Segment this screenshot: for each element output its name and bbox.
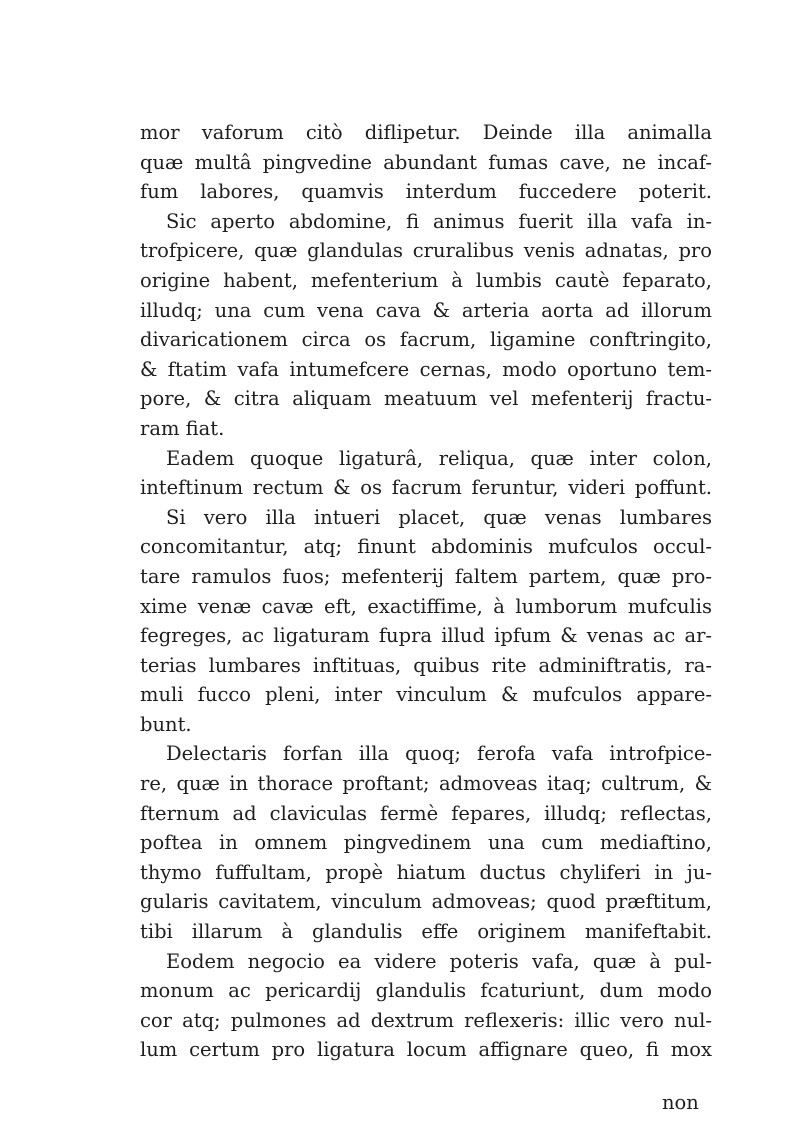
text-line: inteftinum rectum & os facrum feruntur, videri poffunt. bbox=[140, 476, 712, 500]
page-text bbox=[140, 118, 712, 1065]
text-line: cor atq; pulmones ad dextrum reflexeris: illic vero nul- bbox=[140, 1008, 712, 1032]
text-line: trofpicere, quæ glandulas cruralibus venis adnatas, pro bbox=[140, 239, 712, 263]
text-line: tare ramulos fuos; mefenterij faltem partem, quæ pro- bbox=[140, 564, 712, 588]
text-line: divaricationem circa os facrum, ligamine conftringito, bbox=[140, 328, 712, 352]
text-line: monum ac pericardij glandulis fcaturiunt, dum modo bbox=[140, 979, 712, 1003]
text-line: quæ multâ pingvedine abundant fumas cave, ne incaf- bbox=[140, 150, 712, 174]
text-line: pore, & citra aliquam meatuum vel mefenterij fractu- bbox=[140, 387, 712, 411]
text-line: Eadem quoque ligaturâ, reliqua, quæ inter colon, bbox=[166, 446, 712, 470]
text-line: mor vaforum citò diflipetur. Deinde illa animalla bbox=[140, 121, 712, 144]
text-line: lum certum pro ligatura locum affignare queo, fi mox bbox=[140, 1038, 712, 1062]
text-line: bunt. bbox=[140, 712, 192, 736]
text-line: thymo fuffultam, propè hiatum ductus chyliferi in ju- bbox=[140, 860, 712, 884]
text-line: & ftatim vafa intumefcere cernas, modo oportuno tem- bbox=[140, 357, 712, 381]
text-line: muli fucco pleni, inter vinculum & mufculos appare- bbox=[140, 683, 712, 707]
text-line: fternum ad claviculas fermè fepares, illudq; reflectas, bbox=[140, 801, 712, 825]
text-line: Eodem negocio ea videre poteris vafa, quæ à pul- bbox=[166, 949, 712, 973]
text-line: Si vero illa intueri placet, quæ venas lumbares bbox=[166, 505, 712, 529]
catchword: non bbox=[662, 1091, 699, 1114]
text-line: Sic aperto abdomine, fi animus fuerit illa vafa in- bbox=[166, 209, 712, 233]
text-line: ram fiat. bbox=[140, 416, 225, 440]
text-line: tibi illarum à glandulis effe originem manifeftabit. bbox=[140, 920, 712, 944]
text-line: gularis cavitatem, vinculum admoveas; quod præftitum, bbox=[140, 890, 712, 914]
text-line: Delectaris forfan illa quoq; ferofa vafa introfpice- bbox=[166, 742, 712, 766]
text-line: xime venæ cavæ eft, exactiffime, à lumborum mufculis bbox=[140, 594, 712, 618]
text-line: origine habent, mefenterium à lumbis cautè feparato, bbox=[140, 268, 712, 292]
text-line: poftea in omnem pingvedinem una cum mediaftino, bbox=[140, 831, 712, 855]
text-line: re, quæ in thorace proftant; admoveas itaq; cultrum, & bbox=[140, 772, 712, 796]
text-line: fegreges, ac ligaturam fupra illud ipfum & venas ac ar- bbox=[140, 624, 712, 648]
text-line: concomitantur, atq; finunt abdominis mufculos occul- bbox=[140, 535, 712, 559]
text-line: illudq; una cum vena cava & arteria aorta ad illorum bbox=[140, 298, 712, 322]
text-line: fum labores, quamvis interdum fuccedere poterit. bbox=[140, 180, 712, 204]
text-line: terias lumbares inftituas, quibus rite adminiftratis, ra- bbox=[140, 653, 712, 677]
